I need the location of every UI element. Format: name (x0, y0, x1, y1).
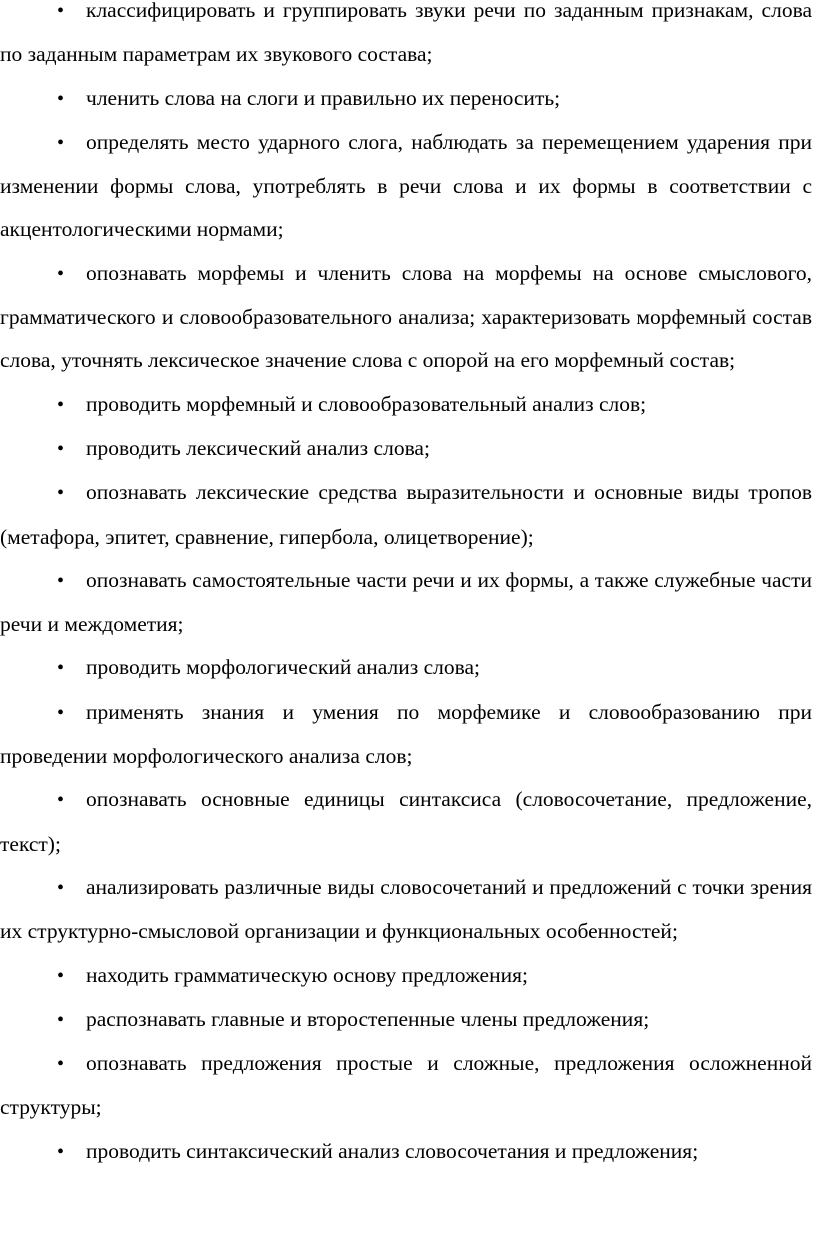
list-item-text: опознавать лексические средства выразительности и основные виды тропов (метафора, эпитет, сравнение, гипербола, олицетворение); (0, 480, 812, 549)
bullet-icon: • (57, 262, 65, 285)
bullet-icon: • (57, 657, 65, 680)
bullet-icon: • (57, 482, 65, 505)
list-item-text: находить грамматическую основу предложения; (86, 962, 528, 987)
list-item (0, 121, 812, 252)
list-item-text: распознавать главные и второстепенные члены предложения; (86, 1006, 650, 1031)
list-item (0, 778, 812, 866)
bullet-icon: • (57, 437, 65, 460)
list-item-text: опознавать самостоятельные части речи и их формы, а также служебные части речи и междометия; (0, 567, 812, 637)
list-item (0, 383, 812, 427)
list-item (0, 954, 812, 998)
list-item-text: опознавать основные единицы синтаксиса (словосочетание, предложение, текст); (0, 787, 812, 856)
list-item-text: опознавать морфемы и членить слова на морфемы на основе смыслового, грамматического и словообразовательного анализа; характеризовать морфемный состав слова, уточнять лексическое значение слова с опорой на его морфемный состав; (0, 260, 812, 373)
list-item-text: применять знания и умения по морфемике и словообразованию при проведении морфологического анализа слов; (0, 699, 812, 769)
bullet-icon: • (57, 131, 65, 154)
bullet-icon: • (57, 1008, 65, 1031)
list-item (0, 77, 812, 121)
list-item-text: классифицировать и группировать звуки речи по заданным признакам, слова по заданным параметрам их звукового состава; (0, 0, 812, 67)
list-item-text: анализировать различные виды словосочетаний и предложений с точки зрения их структурно-смысловой организации и функциональных особенностей; (0, 874, 812, 944)
list-item (0, 866, 812, 954)
list-item (0, 0, 812, 77)
bullet-icon: • (57, 1053, 65, 1076)
list-item (0, 471, 812, 559)
list-item (0, 646, 812, 690)
bullet-icon: • (57, 393, 65, 416)
list-item (0, 1130, 812, 1174)
list-item-text: определять место ударного слога, наблюдать за перемещением ударения при изменении формы слова, употреблять в речи слова и их формы в соответствии с акцентологическими нормами; (0, 129, 812, 242)
list-item (0, 252, 812, 383)
list-item-text: проводить морфемный и словообразовательный анализ слов; (86, 391, 647, 416)
list-item (0, 559, 812, 647)
list-item-text: членить слова на слоги и правильно их переносить; (86, 85, 561, 110)
bullet-icon: • (57, 87, 65, 110)
bullet-icon: • (57, 789, 65, 812)
list-item (0, 998, 812, 1042)
list-item-text: проводить морфологический анализ слова; (86, 655, 481, 680)
bullet-icon: • (57, 569, 65, 592)
list-item (0, 427, 812, 471)
bullet-icon: • (57, 876, 65, 899)
bullet-icon: • (57, 0, 65, 22)
list-item-text: проводить лексический анализ слова; (86, 435, 430, 460)
list-item (0, 691, 812, 779)
list-item (0, 1042, 812, 1130)
bullet-icon: • (57, 964, 65, 987)
list-item-text: опознавать предложения простые и сложные, предложения осложненной структуры; (0, 1051, 812, 1120)
bullet-icon: • (57, 701, 65, 724)
bullet-icon: • (57, 1140, 65, 1163)
list-item-text: проводить синтаксический анализ словосочетания и предложения; (86, 1138, 699, 1163)
